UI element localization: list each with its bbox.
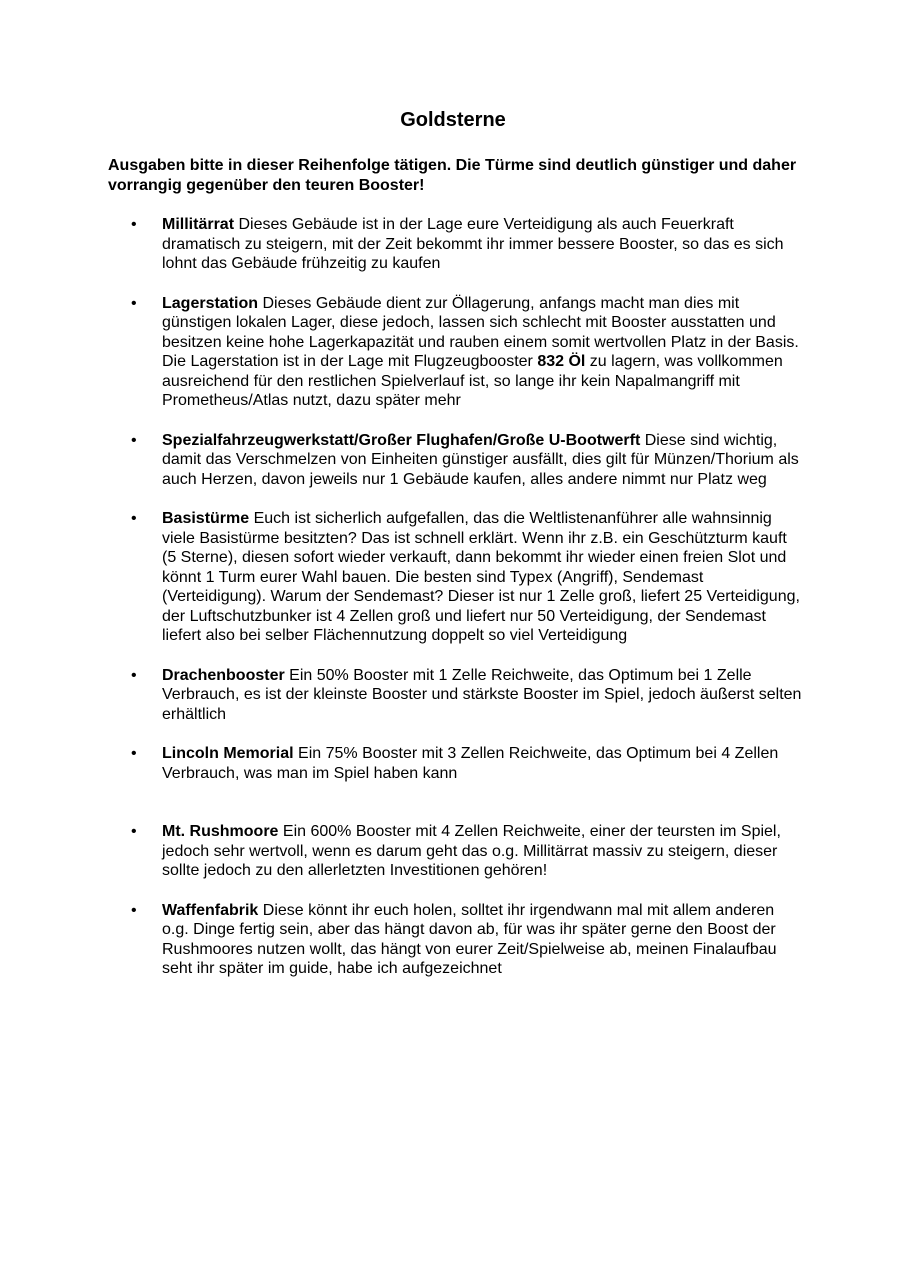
list-item-text — [162, 215, 802, 274]
item-description: Dieses Gebäude ist in der Lage eure Verteidigung als auch Feuerkraft dramatisch zu steigern, mit der Zeit bekommt ihr immer bessere Booster, so das es sich lohnt das Gebäude frühzeitig zu kaufen — [162, 216, 784, 272]
list-item-text — [162, 431, 802, 490]
document-title: Goldsterne — [400, 109, 506, 131]
item-name: Lagerstation — [162, 294, 259, 312]
item-name: Lincoln Memorial — [162, 745, 294, 762]
bullet-icon: • — [131, 510, 137, 527]
bullet-icon: • — [131, 901, 137, 919]
bullet-icon: • — [131, 745, 137, 762]
list-item-mt-rushmoore — [0, 822, 906, 881]
item-name: Basistürme — [162, 510, 250, 527]
list-item-text — [162, 666, 802, 725]
item-description: Ein 75% Booster mit 3 Zellen Reichweite, das Optimum bei 4 Zellen Verbrauch, was man im Spiel haben kann — [162, 745, 779, 782]
item-description: Dieses Gebäude dient zur Öllagerung, anfangs macht man dies mit günstigen lokalen Lager, diese jedoch, lassen sich schlecht mit Booster ausstatten und besitzen keine hohe Lagerkapazität und rauben einem somit wertvollen Platz in der Basis. Die Lagerstation ist in der Lage mit Flugzeugbooster — [162, 294, 799, 370]
list-item-lincoln-memorial — [0, 744, 906, 783]
item-description: Diese sind wichtig, damit das Verschmelzen von Einheiten günstiger ausfällt, dies gilt für Münzen/Thorium als auch Herzen, davon jeweils nur 1 Gebäude kaufen, alles andere nimmt nur Platz weg — [162, 431, 799, 488]
list-item-text — [162, 294, 802, 411]
intro-paragraph: Ausgaben bitte in dieser Reihenfolge tätigen. Die Türme sind deutlich günstiger und daher vorrangig gegenüber den teuren Booster! — [108, 157, 797, 194]
item-name: Millitärrat — [162, 216, 235, 233]
item-description: Diese könnt ihr euch holen, solltet ihr irgendwann mal mit allem anderen o.g. Dinge fertig sein, aber das hängt davon ab, für was ihr später gerne den Boost der Rushmoores nutzen wollt, das hängt von eurer Zeit/Spielweise ab, meinen Finalaufbau seht ihr später im guide, habe ich aufgezeichnet — [162, 901, 777, 977]
item-name: Spezialfahrzeugwerkstatt/Großer Flughafen/Große U-Bootwerft — [162, 431, 641, 449]
bullet-icon: • — [131, 431, 137, 449]
list-item-basistuerme — [0, 509, 906, 646]
item-description: Euch ist sicherlich aufgefallen, das die Weltlistenanführer alle wahnsinnig viele Basistürme besitzten? Das ist schnell erklärt. Wenn ihr z.B. ein Geschützturm kauft (5 Sterne), diesen sofort wieder verkauft, dann bekommt ihr wieder einen freien Slot und könnt 1 Turm eurer Wahl bauen. Die besten sind Typex (Angriff), Sendemast (Verteidigung). Warum der Sendemast? Dieser ist nur 1 Zelle groß, liefert 25 Verteidigung, der Luftschutzbunker ist 4 Zellen groß und liefert nur 50 Verteidigung, der Sendemast liefert also bei selber Flächennutzung doppelt so viel Verteidigung — [162, 510, 800, 644]
item-description: Ein 50% Booster mit 1 Zelle Reichweite, das Optimum bei 1 Zelle Verbrauch, es ist der kleinste Booster und stärkste Booster im Spiel, jedoch äußerst selten erhältlich — [162, 666, 802, 723]
list-item-waffenfabrik — [0, 901, 906, 979]
item-name: Mt. Rushmoore — [162, 823, 279, 840]
list-item-drachenbooster — [0, 666, 906, 725]
list-item-text — [162, 744, 802, 783]
item-name: Waffenfabrik — [162, 901, 259, 919]
list-item-millitaerrat — [0, 215, 906, 274]
item-description-continued: zu lagern, was vollkommen ausreichend für den restlichen Spielverlauf ist, so lange ihr kein Napalmangriff mit Prometheus/Atlas nutzt, dazu später mehr — [162, 353, 783, 409]
oil-capacity-value: 832 Öl — [537, 353, 586, 370]
list-item-spezialfahrzeugwerkstatt — [0, 431, 906, 490]
item-name: Drachenbooster — [162, 666, 285, 684]
list-item-text — [162, 509, 802, 646]
list-item-text — [162, 901, 802, 979]
bullet-icon: • — [131, 294, 137, 312]
bullet-icon: • — [131, 823, 137, 840]
item-description: Ein 600% Booster mit 4 Zellen Reichweite, einer der teursten im Spiel, jedoch sehr wertvoll, wenn es darum geht das o.g. Millitärrat massiv zu steigern, dieser sollte jedoch zu den allerletzten Investitionen gehören! — [162, 823, 781, 879]
building-list — [0, 215, 906, 979]
bullet-icon: • — [131, 666, 137, 684]
list-item-text — [162, 822, 802, 881]
list-item-lagerstation — [0, 294, 906, 411]
bullet-icon: • — [131, 216, 137, 233]
